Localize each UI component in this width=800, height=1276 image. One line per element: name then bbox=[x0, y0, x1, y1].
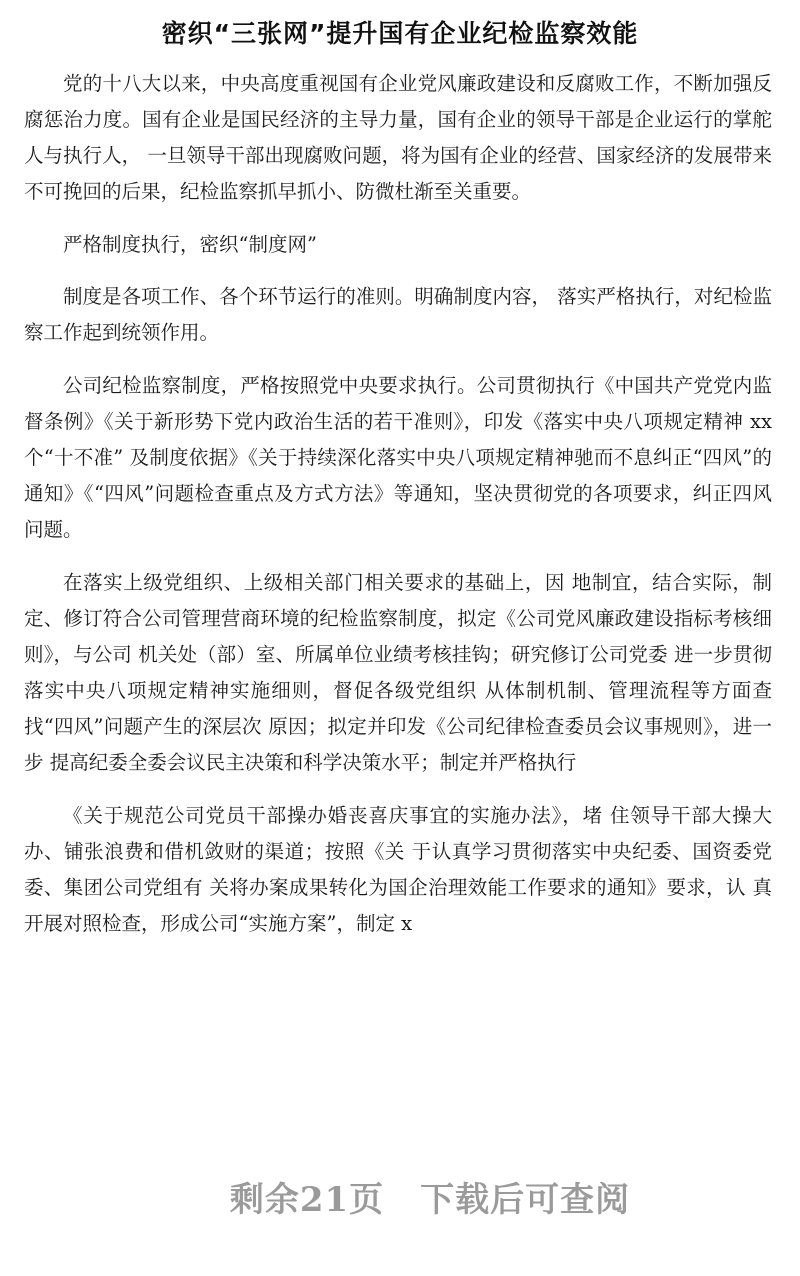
document-title: 密织“三张网”提升国有企业纪检监察效能 bbox=[161, 19, 639, 48]
paragraph-intro: 党的十八大以来，中央高度重视国有企业党风廉政建设和反腐败工作，不断加强反腐惩治力度。国有企业是国民经济的主导力量，国有企业的领导干部是企业运行的掌舵人与执行人， 一旦领导干部出现腐败问题，将为国有企业的经营、国家经济的发展带来不可挽回的后果，纪检监察抓早抓小、防微杜渐至关重要。 bbox=[24, 72, 772, 203]
remaining-pages-count: 剩余21页 bbox=[229, 1180, 385, 1220]
paragraph-measures: 《关于规范公司党员干部操办婚丧喜庆事宜的实施办法》，堵 住领导干部大操大办、铺张浪费和借机敛财的渠道；按照《关 于认真学习贯彻落实中央纪委、国资委党委、集团公司党组有 关将办案成果转化为国企治理效能工作要求的通知》要求，认 真开展对照检查，形成公司“实施方案”，制定 x bbox=[24, 804, 772, 935]
paragraph-system: 制度是各项工作、各个环节运行的准则。明确制度内容， 落实严格执行，对纪检监察工作起到统领作用。 bbox=[24, 285, 772, 344]
section-heading: 严格制度执行，密织“制度网” bbox=[63, 233, 317, 256]
remaining-pages-notice[interactable] bbox=[0, 1172, 800, 1221]
document-body bbox=[24, 66, 772, 959]
paragraph-regulations: 公司纪检监察制度，严格按照党中央要求执行。公司贯彻执行《中国共产党党内监督条例》《关于新形势下党内政治生活的若干准则》，印发《落实中央八项规定精神 xx 个“十不准” 及制度依据》《关于持续深化落实中央八项规定精神驰而不息纠正“四风”的通知》《“四风”问题检查重点及方式方法》等通知，坚决贯彻党的各项要求，纠正四风问题。 bbox=[24, 374, 772, 541]
paragraph-implementation: 在落实上级党组织、上级相关部门相关要求的基础上，因 地制宜，结合实际，制定、修订符合公司管理营商环境的纪检监察制度，拟定《公司党风廉政建设指标考核细则》，与公司 机关处（部）室、所属单位业绩考核挂钩；研究修订公司党委 进一步贯彻落实中央八项规定精神实施细则，督促各级党组织 从体制机制、管理流程等方面查找“四风”问题产生的深层次 原因；拟定并印发《公司纪律检查委员会议事规则》，进一步 提高纪委全委会议民主决策和科学决策水平；制定并严格执行 bbox=[24, 571, 772, 774]
download-prompt: 下载后可查阅 bbox=[420, 1180, 631, 1220]
